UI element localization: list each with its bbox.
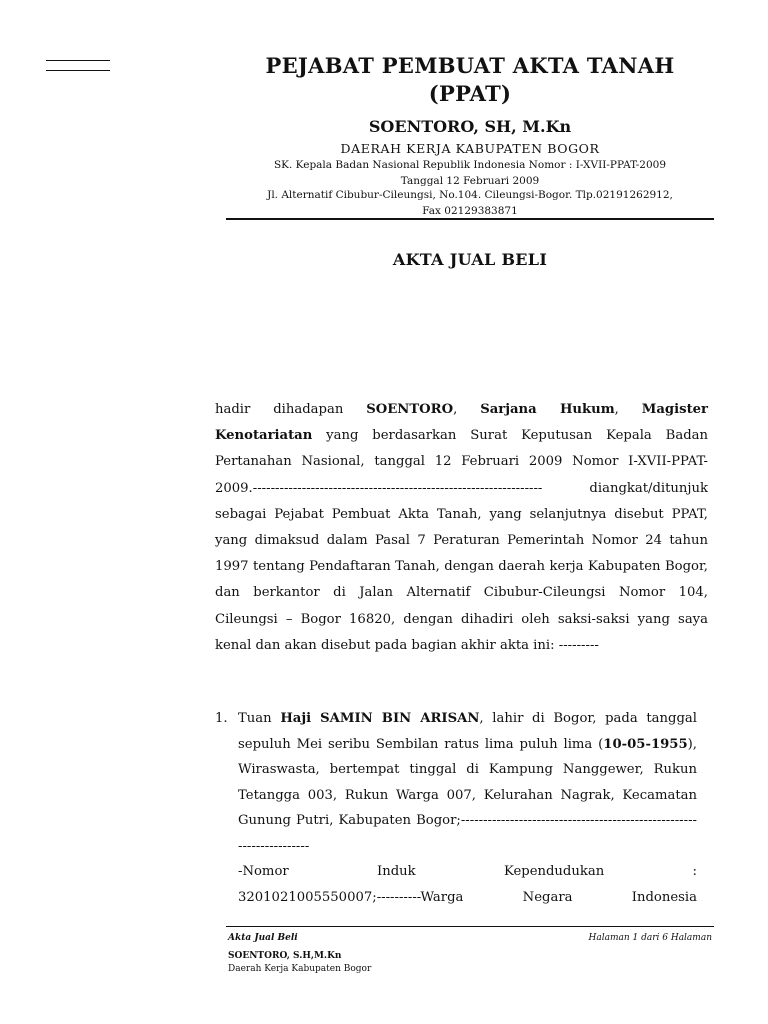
sk-date: Tanggal 12 Februari 2009 <box>400 175 540 187</box>
nik-value-line <box>238 885 697 911</box>
top-left-double-rule <box>46 60 110 71</box>
document-title: AKTA JUAL BELI <box>392 250 548 269</box>
nik-word: : <box>692 864 697 879</box>
nik-label-line <box>238 859 697 885</box>
ppat-name: SOENTORO, SH, M.Kn <box>368 117 572 136</box>
office-title-line2: (PPAT) <box>428 81 512 106</box>
party-1 <box>215 706 697 910</box>
office-address: Jl. Alternatif Cibubur-Cileungsi, No.104. Cileungsi-Bogor. Tlp.02191262912, <box>267 189 673 201</box>
citizen-word: Indonesia <box>631 889 697 905</box>
sk-block <box>222 157 718 189</box>
footer-divider <box>226 926 714 927</box>
sk-number: SK. Kepala Badan Nasional Republik Indonesia Nomor : I-XVII-PPAT-2009 <box>273 159 667 171</box>
nik-value: 3201021005550007;----------Warga <box>238 889 464 905</box>
footer-page-number: Halaman 1 dari 6 Halaman <box>588 933 712 943</box>
degree-notary: Magister Kenotariatan <box>215 402 708 444</box>
intro-text: hadir dihadapan <box>215 402 367 417</box>
opening-paragraph <box>215 397 708 659</box>
footer-doc-name: Akta Jual Beli <box>228 933 298 943</box>
party-prefix: Tuan <box>238 711 281 726</box>
separator: , <box>453 402 481 417</box>
work-area: DAERAH KERJA KABUPATEN BOGOR <box>340 141 600 156</box>
party-birth: , lahir di Bogor, pada tanggal sepuluh Mei seribu Sembilan ratus lima puluh lima ( <box>238 711 697 752</box>
party-number: 1. <box>215 711 228 726</box>
party-birth-date: 10-05-1955 <box>603 736 688 752</box>
notary-name: SOENTORO <box>366 402 454 417</box>
party-name: Haji SAMIN BIN ARISAN <box>280 711 480 726</box>
opening-rest: yang berdasarkan Surat Keputusan Kepala Badan Pertanahan Nasional, tanggal 12 Februari 2009 Nomor I-XVII-PPAT-2009.----------------------------------------------------------------- diangkat/ditunjuk sebagai Pejabat Pembuat Akta Tanah, yang selanjutnya disebut PPAT, yang dimaksud dalam Pasal 7 Peraturan Pemerintah Nomor 24 tahun 1997 tentang Pendaftaran Tanah, dengan daerah kerja Kabupaten Bogor, dan berkantor di Jalan Alternatif Cibubur-Cileungsi Nomor 104, Cileungsi – Bogor 16820, dengan dihadiri oleh saksi-saksi yang saya kenal dan akan disebut pada bagian akhir akta ini: --------- <box>215 428 708 653</box>
office-fax: Fax 02129383871 <box>422 205 518 217</box>
footer-ppat-name: SOENTORO, S.H,M.Kn <box>228 951 342 961</box>
nik-word: Induk <box>377 864 416 879</box>
address-block <box>222 187 718 219</box>
party-text <box>238 706 697 910</box>
separator: , <box>614 402 642 417</box>
citizen-word: Negara <box>522 889 573 905</box>
nik-word: Kependudukan <box>503 864 605 879</box>
footer-work-area: Daerah Kerja Kabupaten Bogor <box>228 964 372 974</box>
nik-word: -Nomor <box>238 864 289 879</box>
degree-law: Sarjana Hukum <box>480 402 615 417</box>
office-title-line1: PEJABAT PEMBUAT AKTA TANAH <box>265 53 675 78</box>
header-divider <box>226 218 714 220</box>
party-details: ), Wiraswasta, bertempat tinggal di Kampung Nanggewer, Rukun Tetangga 003, Rukun Warga 007, Kelurahan Nagrak, Kecamatan Gunung Putri, Kabupaten Bogor;--------------------------------------------------------------------- <box>238 736 697 854</box>
office-title <box>222 52 718 108</box>
